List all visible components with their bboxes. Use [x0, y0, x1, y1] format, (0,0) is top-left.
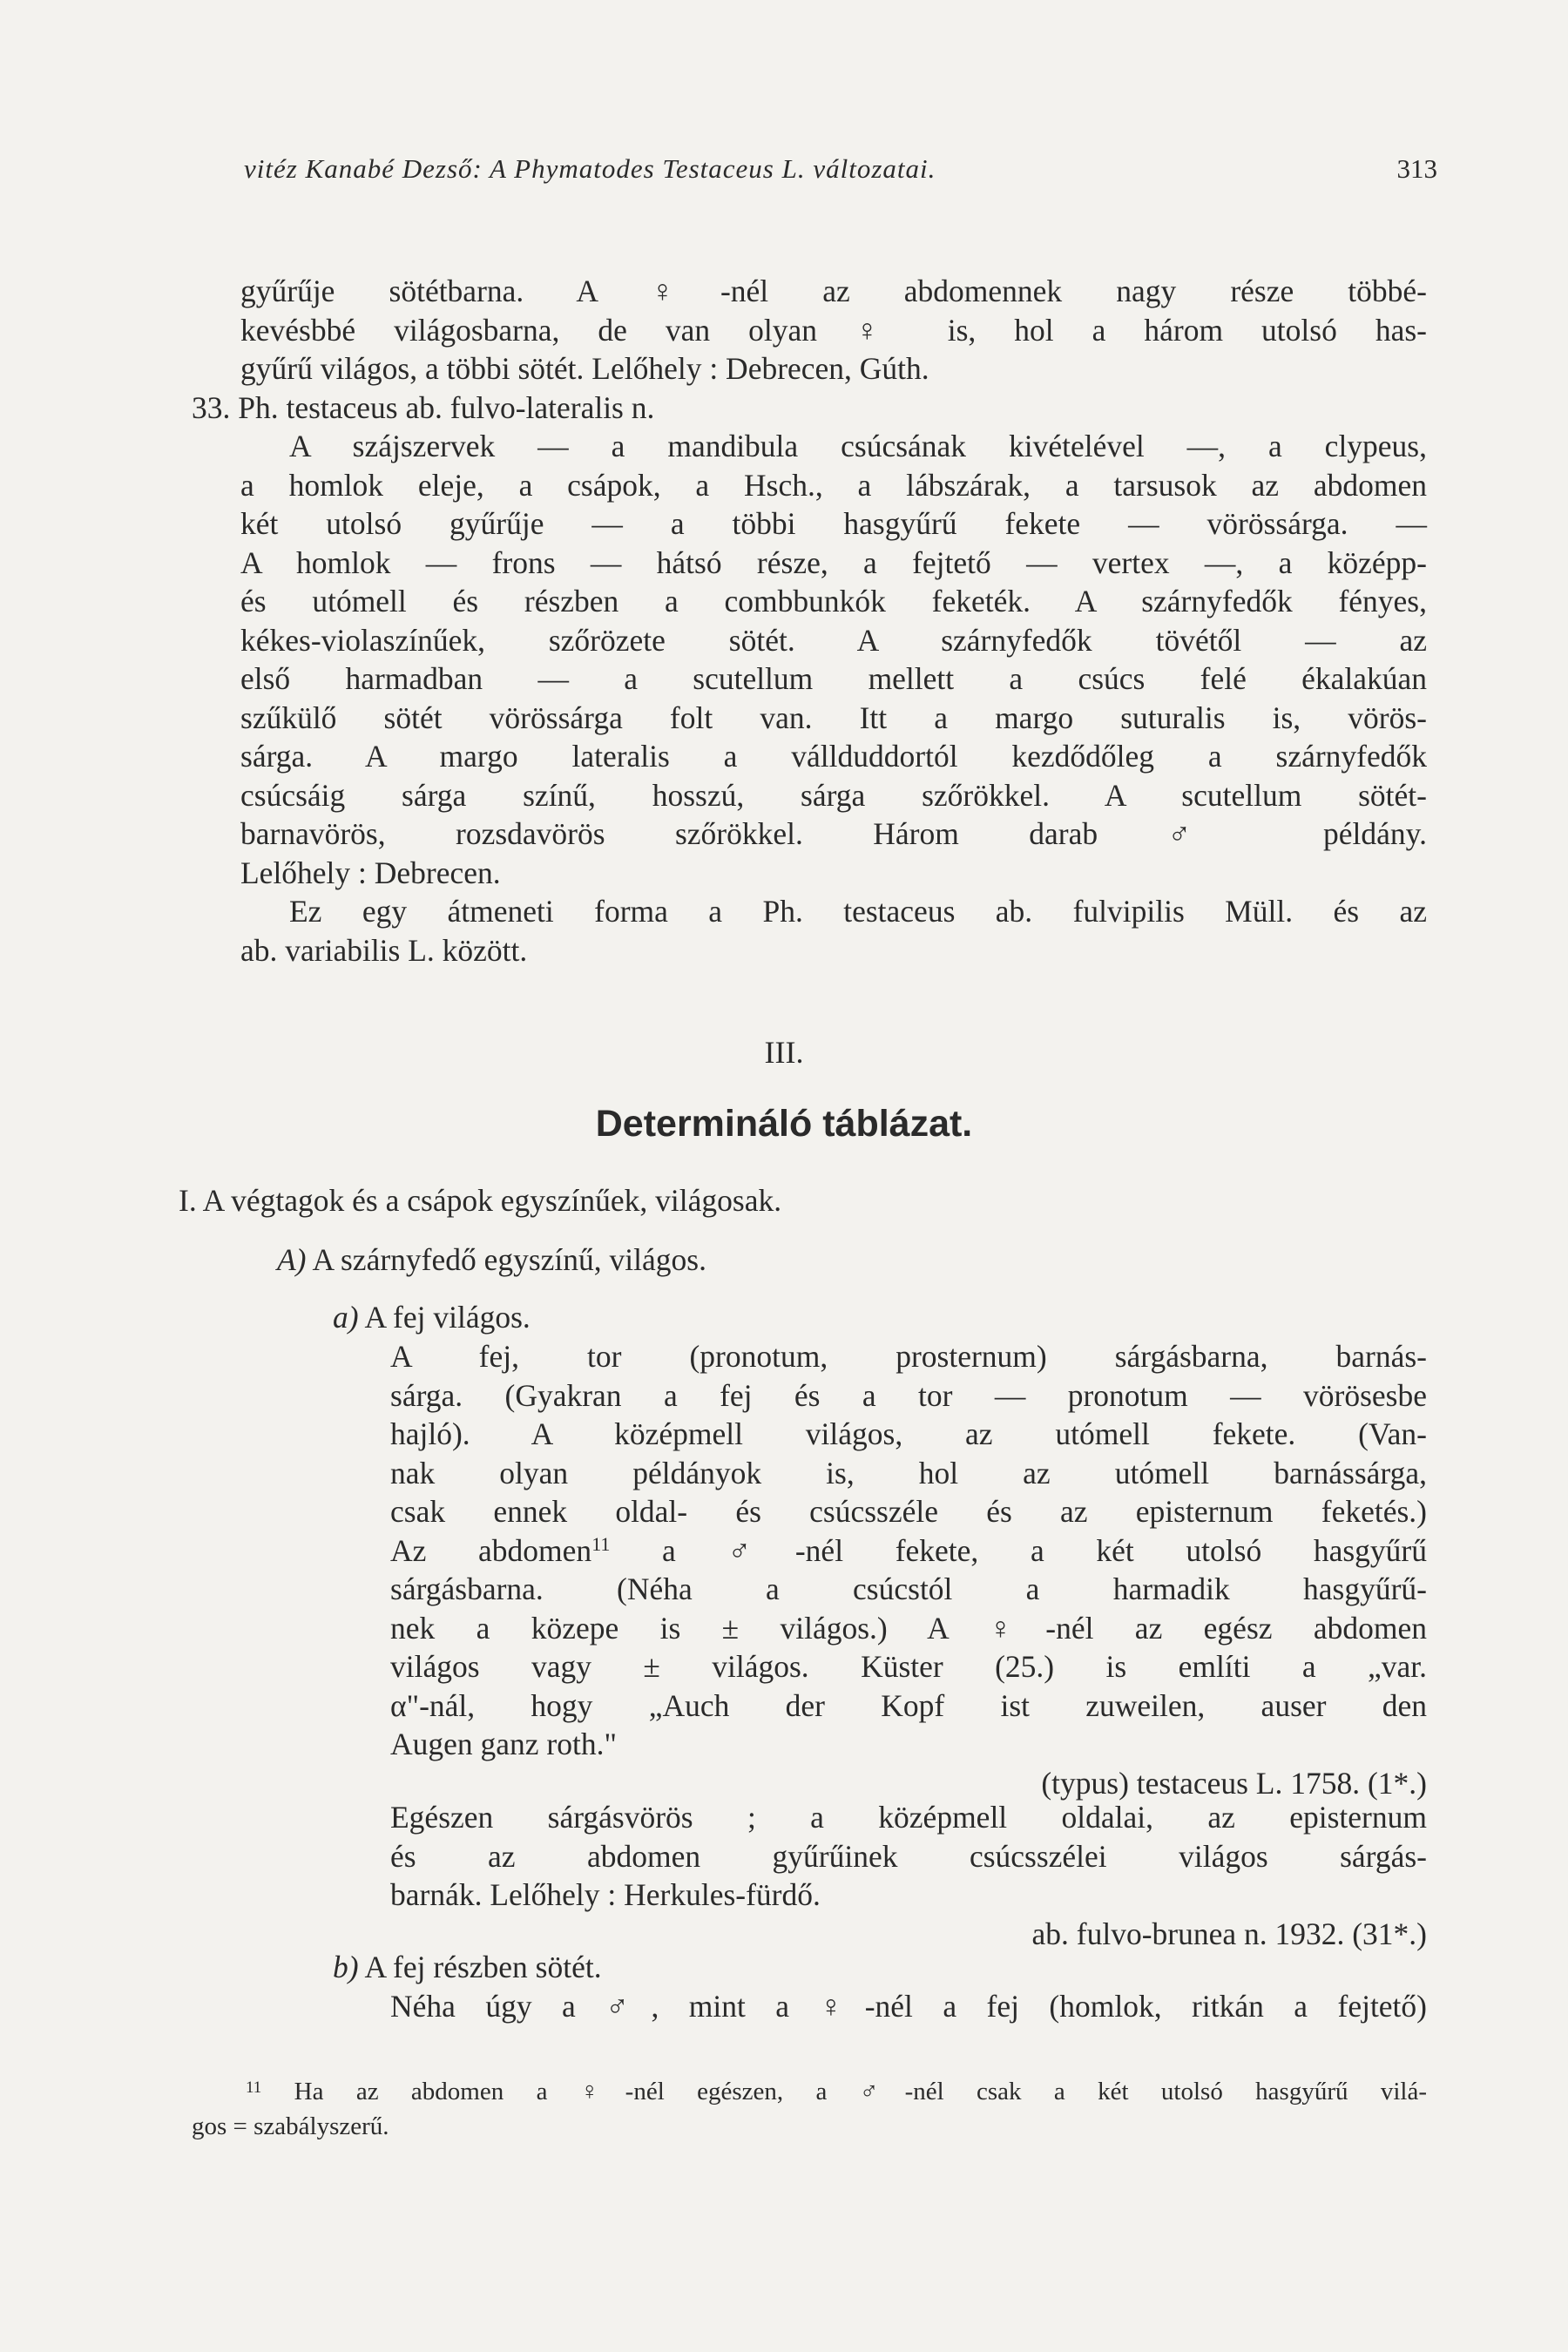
text-line: A homlok — frons — hátsó része, a fejtető — vertex —, a középp- — [240, 544, 1427, 580]
text-line: barnavörös, rozsdavörös szőrökkel. Három darab ♂ példány. — [240, 816, 1427, 851]
text-line: és utómell és részben a combbunkók feketék. A szárnyfedők fényes, — [240, 584, 1427, 618]
text-line: 33. Ph. testaceus ab. fulvo-lateralis n. — [192, 389, 655, 425]
key-text: A szárnyfedő egyszínű, világos. — [312, 1242, 706, 1277]
taxon-name: (typus) testaceus L. 1758. (1*.) — [1041, 1765, 1427, 1801]
text-line: első harmadban — a scutellum mellett a csúcs felé ékalakúan — [240, 661, 1427, 696]
footnote-ref: 11 — [591, 1532, 611, 1555]
text-line — [390, 1531, 1427, 1571]
text-line: Augen ganz roth." — [390, 1727, 617, 1761]
text-line: A fej, tor (pronotum, prosternum) sárgásbarna, barnás- — [390, 1339, 1427, 1374]
text-line: nek a közepe is ± világos.) A ♀-nél az egész abdomen — [390, 1610, 1427, 1646]
footnote-line — [192, 2071, 1427, 2109]
text-line: sárgásbarna. (Néha a csúcstól a harmadik hasgyűrű- — [390, 1571, 1427, 1606]
text-line: sárga. A margo lateralis a vállduddortól kezdődőleg a szárnyfedők — [240, 739, 1427, 774]
text-line: gyűrűje sötétbarna. A ♀-nél az abdomennek nagy része többé- — [240, 274, 1427, 308]
text-line: kékes-violaszínűek, szőrözete sötét. A szárnyfedők tövétől — az — [240, 622, 1427, 658]
typus-description — [390, 1337, 1427, 1802]
text-line: hajló). A középmell világos, az utómell fekete. (Van- — [390, 1416, 1427, 1451]
key-label: a) — [333, 1300, 359, 1335]
text-line: ab. variabilis L. között. — [240, 932, 528, 968]
text-line: sárga. (Gyakran a fej és a tor — pronotum — vörösesbe — [390, 1377, 1427, 1413]
footnote-line: gos = szabályszerű. — [192, 2112, 389, 2140]
entry-33-title — [192, 389, 1427, 428]
text-line: a homlok eleje, a csápok, a Hsch., a lábszárak, a tarsusok az abdomen — [240, 467, 1427, 503]
text-line: barnák. Lelőhely : Herkules-fürdő. — [390, 1877, 821, 1912]
b-description — [390, 1987, 1427, 2026]
fulvo-brunea-description — [390, 1798, 1427, 1953]
key-label: I. — [179, 1183, 197, 1218]
entry-33-description — [240, 427, 1427, 892]
key-label: A) — [277, 1242, 307, 1277]
key-text: A fej részben sötét. — [364, 1950, 602, 1984]
section-number: III. — [764, 1035, 804, 1070]
page-number: 313 — [1396, 153, 1437, 184]
text-line: két utolsó gyűrűje — a többi hasgyűrű fekete — vörössárga. — — [240, 506, 1427, 541]
text-line: nak olyan példányok is, hol az utómell barnássárga, — [390, 1455, 1427, 1490]
key-text: A fej világos. — [364, 1300, 531, 1335]
key-item-a-lower — [333, 1298, 531, 1337]
text-line: Néha úgy a ♂, mint a ♀-nél a fej (homlok, ritkán a fejtető) — [390, 1989, 1427, 2024]
text-line: Lelőhely : Debrecen. — [240, 855, 501, 890]
key-label: b) — [333, 1950, 359, 1984]
text-line: Ez egy átmeneti forma a Ph. testaceus ab. fulvipilis Müll. és az — [289, 894, 1427, 929]
footnote — [192, 2071, 1427, 2144]
text-line: csúcsáig sárga színű, hosszú, sárga szőrökkel. A scutellum sötét- — [240, 777, 1427, 813]
running-header — [244, 150, 1437, 188]
key-item-i — [179, 1181, 781, 1220]
section-heading: Determináló táblázat. — [595, 1103, 973, 1145]
key-item-b-lower — [333, 1948, 602, 1987]
text-line: gyűrű világos, a többi sötét. Lelőhely : Debrecen, Gúth. — [240, 351, 929, 386]
text-fragment: Az abdomen — [390, 1532, 592, 1568]
body-text — [192, 272, 1427, 970]
text-line: és az abdomen gyűrűinek csúcsszélei világos sárgás- — [390, 1838, 1427, 1874]
text-line: A szájszervek — a mandibula csúcsának kivételével —, a clypeus, — [289, 429, 1427, 463]
paragraph-continuation — [240, 272, 1427, 389]
text-line: α"-nál, hogy „Auch der Kopf ist zuweilen, auser den — [390, 1687, 1427, 1723]
text-fragment: a ♂-nél fekete, a két utolsó hasgyűrű — [610, 1532, 1427, 1568]
text-line: szűkülő sötét vörössárga folt van. Itt a margo suturalis is, vörös- — [240, 700, 1427, 735]
running-title: vitéz Kanabé Dezső: A Phymatodes Testaceus L. változatai. — [244, 153, 936, 184]
taxon-name: ab. fulvo-brunea n. 1932. (31*.) — [1031, 1916, 1427, 1951]
text-line: világos vagy ± világos. Küster (25.) is említi a „var. — [390, 1649, 1427, 1684]
footnote-number: 11 — [246, 2078, 262, 2097]
text-line: kevésbbé világosbarna, de van olyan ♀ is, hol a három utolsó has- — [240, 312, 1427, 348]
text-line: csak ennek oldal- és csúcsszéle és az episternum feketés.) — [390, 1494, 1427, 1529]
key-text: A végtagok és a csápok egyszínűek, világosak. — [202, 1183, 782, 1218]
key-item-a-upper — [277, 1240, 706, 1280]
transition-note — [240, 892, 1427, 970]
footnote-text: Ha az abdomen a ♀-nél egészen, a ♂-nél csak a két utolsó hasgyűrű vilá- — [294, 2078, 1427, 2105]
text-line: Egészen sárgásvörös ; a középmell oldalai, az episternum — [390, 1800, 1427, 1835]
